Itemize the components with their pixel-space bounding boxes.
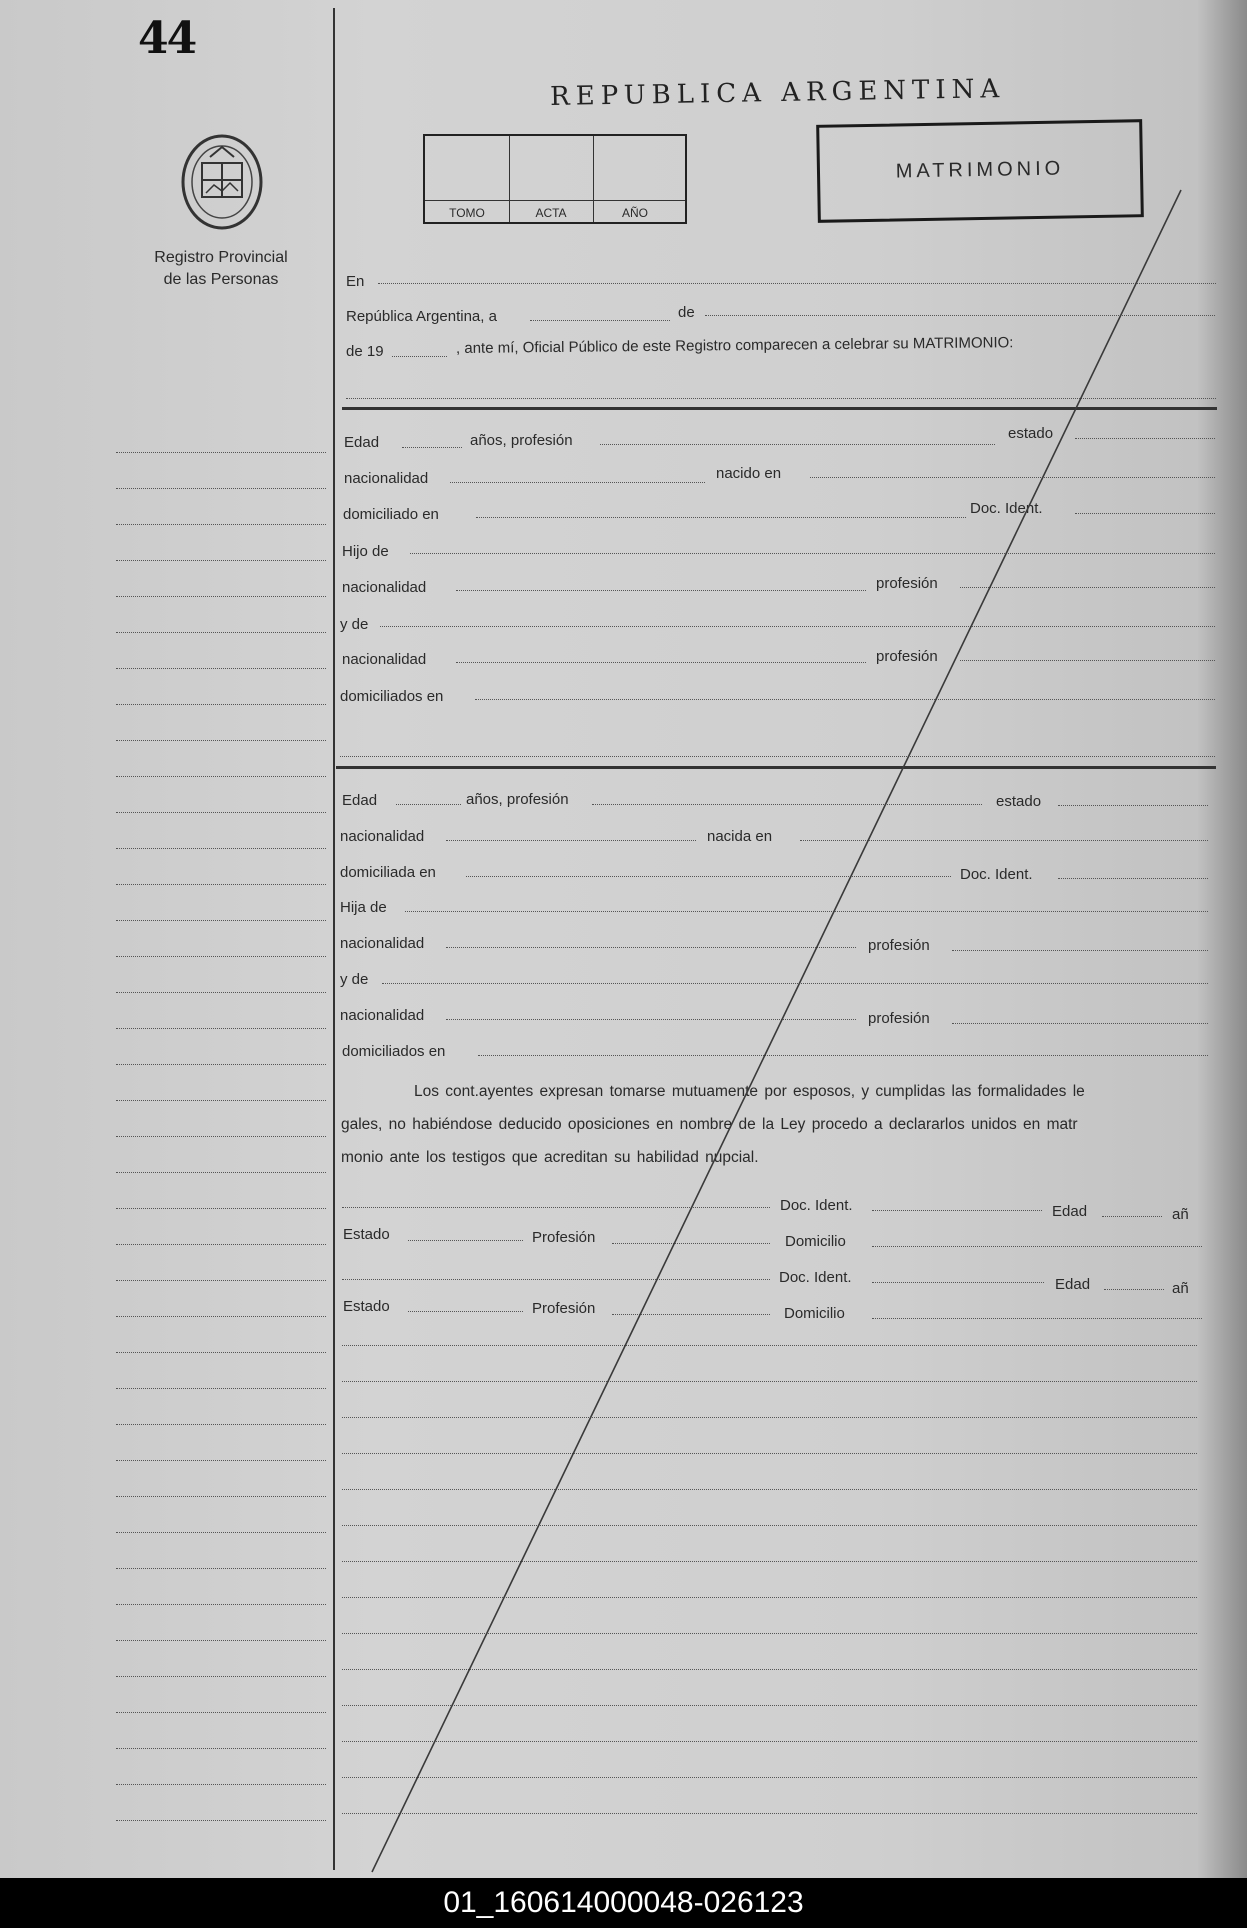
intro-ante-mi: , ante mí, Oficial Público de este Registro comparecen a celebrar su MATRIMONIO:: [455, 334, 1014, 357]
declaration-line-2: gales, no habiéndose deducido oposiciones en nombre de la Ley procedo a declararlos unidos en matr: [341, 1116, 1078, 1133]
bride-mother-nacionalidad: nacionalidad: [340, 1007, 425, 1024]
registry-line-1: Registro Provincial: [154, 249, 288, 266]
bride-hija-de: Hija de: [340, 899, 387, 916]
bride-mother-profesion: profesión: [868, 1010, 930, 1027]
witness-2-domicilio: Domicilio: [784, 1305, 845, 1322]
groom-anos-profesion: años, profesión: [470, 432, 573, 449]
intro-en: En: [346, 273, 365, 290]
groom-doc-ident: Doc. Ident.: [970, 500, 1043, 517]
witness-1-doc-ident: Doc. Ident.: [780, 1197, 853, 1214]
page-number: 44: [138, 13, 196, 64]
bride-edad: Edad: [342, 792, 378, 809]
bride-estado: estado: [996, 793, 1042, 810]
groom-estado: estado: [1008, 425, 1054, 442]
bride-domiciliada-en: domiciliada en: [340, 864, 436, 881]
groom-domiciliado-en: domiciliado en: [343, 506, 439, 523]
groom-y-de: y de: [340, 616, 369, 633]
groom-hijo-de: Hijo de: [342, 543, 389, 560]
groom-father-nacionalidad: nacionalidad: [342, 579, 427, 596]
ano-label: AÑO: [621, 206, 648, 220]
witness-2-anos: añ: [1172, 1280, 1189, 1297]
groom-mother-nacionalidad: nacionalidad: [342, 651, 427, 668]
intro-republica: República Argentina, a: [346, 308, 497, 325]
bride-father-nacionalidad: nacionalidad: [340, 935, 425, 952]
image-identifier: 01_160614000048-026123: [0, 1878, 1247, 1928]
bride-father-profesion: profesión: [868, 937, 930, 954]
declaration-line-3: monio ante los testigos que acreditan su habilidad nupcial.: [341, 1149, 759, 1166]
groom-edad: Edad: [344, 434, 380, 451]
witness-1-profesion: Profesión: [532, 1229, 596, 1246]
registry-line-2: de las Personas: [163, 271, 279, 288]
bride-y-de: y de: [340, 971, 369, 988]
bride-nacida-en: nacida en: [707, 828, 773, 845]
witness-2-estado: Estado: [343, 1298, 390, 1315]
witness-1-anos: añ: [1172, 1206, 1189, 1223]
witness-2-doc-ident: Doc. Ident.: [779, 1269, 852, 1286]
witness-1-edad: Edad: [1052, 1203, 1088, 1220]
tomo-label: TOMO: [449, 206, 485, 220]
groom-nacido-en: nacido en: [716, 465, 782, 482]
groom-mother-profesion: profesión: [876, 648, 938, 665]
groom-father-profesion: profesión: [876, 575, 938, 592]
document-title: REPUBLICA ARGENTINA: [549, 74, 1006, 112]
witness-1-domicilio: Domicilio: [785, 1233, 846, 1250]
witness-1-estado: Estado: [343, 1226, 390, 1243]
acta-label: ACTA: [535, 206, 567, 220]
groom-parents-domicilio: domiciliados en: [340, 688, 444, 705]
bride-nacionalidad: nacionalidad: [340, 828, 425, 845]
bride-parents-domicilio: domiciliados en: [342, 1043, 446, 1060]
intro-de: de: [678, 304, 695, 321]
intro-year-prefix: de 19: [346, 343, 384, 360]
declaration-line-1: Los cont.ayentes expresan tomarse mutuamente por esposos, y cumplidas las formalidades le: [414, 1083, 1085, 1100]
bride-doc-ident: Doc. Ident.: [960, 866, 1033, 883]
bride-anos-profesion: años, profesión: [466, 791, 569, 808]
groom-nacionalidad: nacionalidad: [344, 470, 429, 487]
form-type-label: MATRIMONIO: [895, 157, 1065, 183]
witness-2-edad: Edad: [1055, 1276, 1091, 1293]
witness-2-profesion: Profesión: [532, 1300, 596, 1317]
